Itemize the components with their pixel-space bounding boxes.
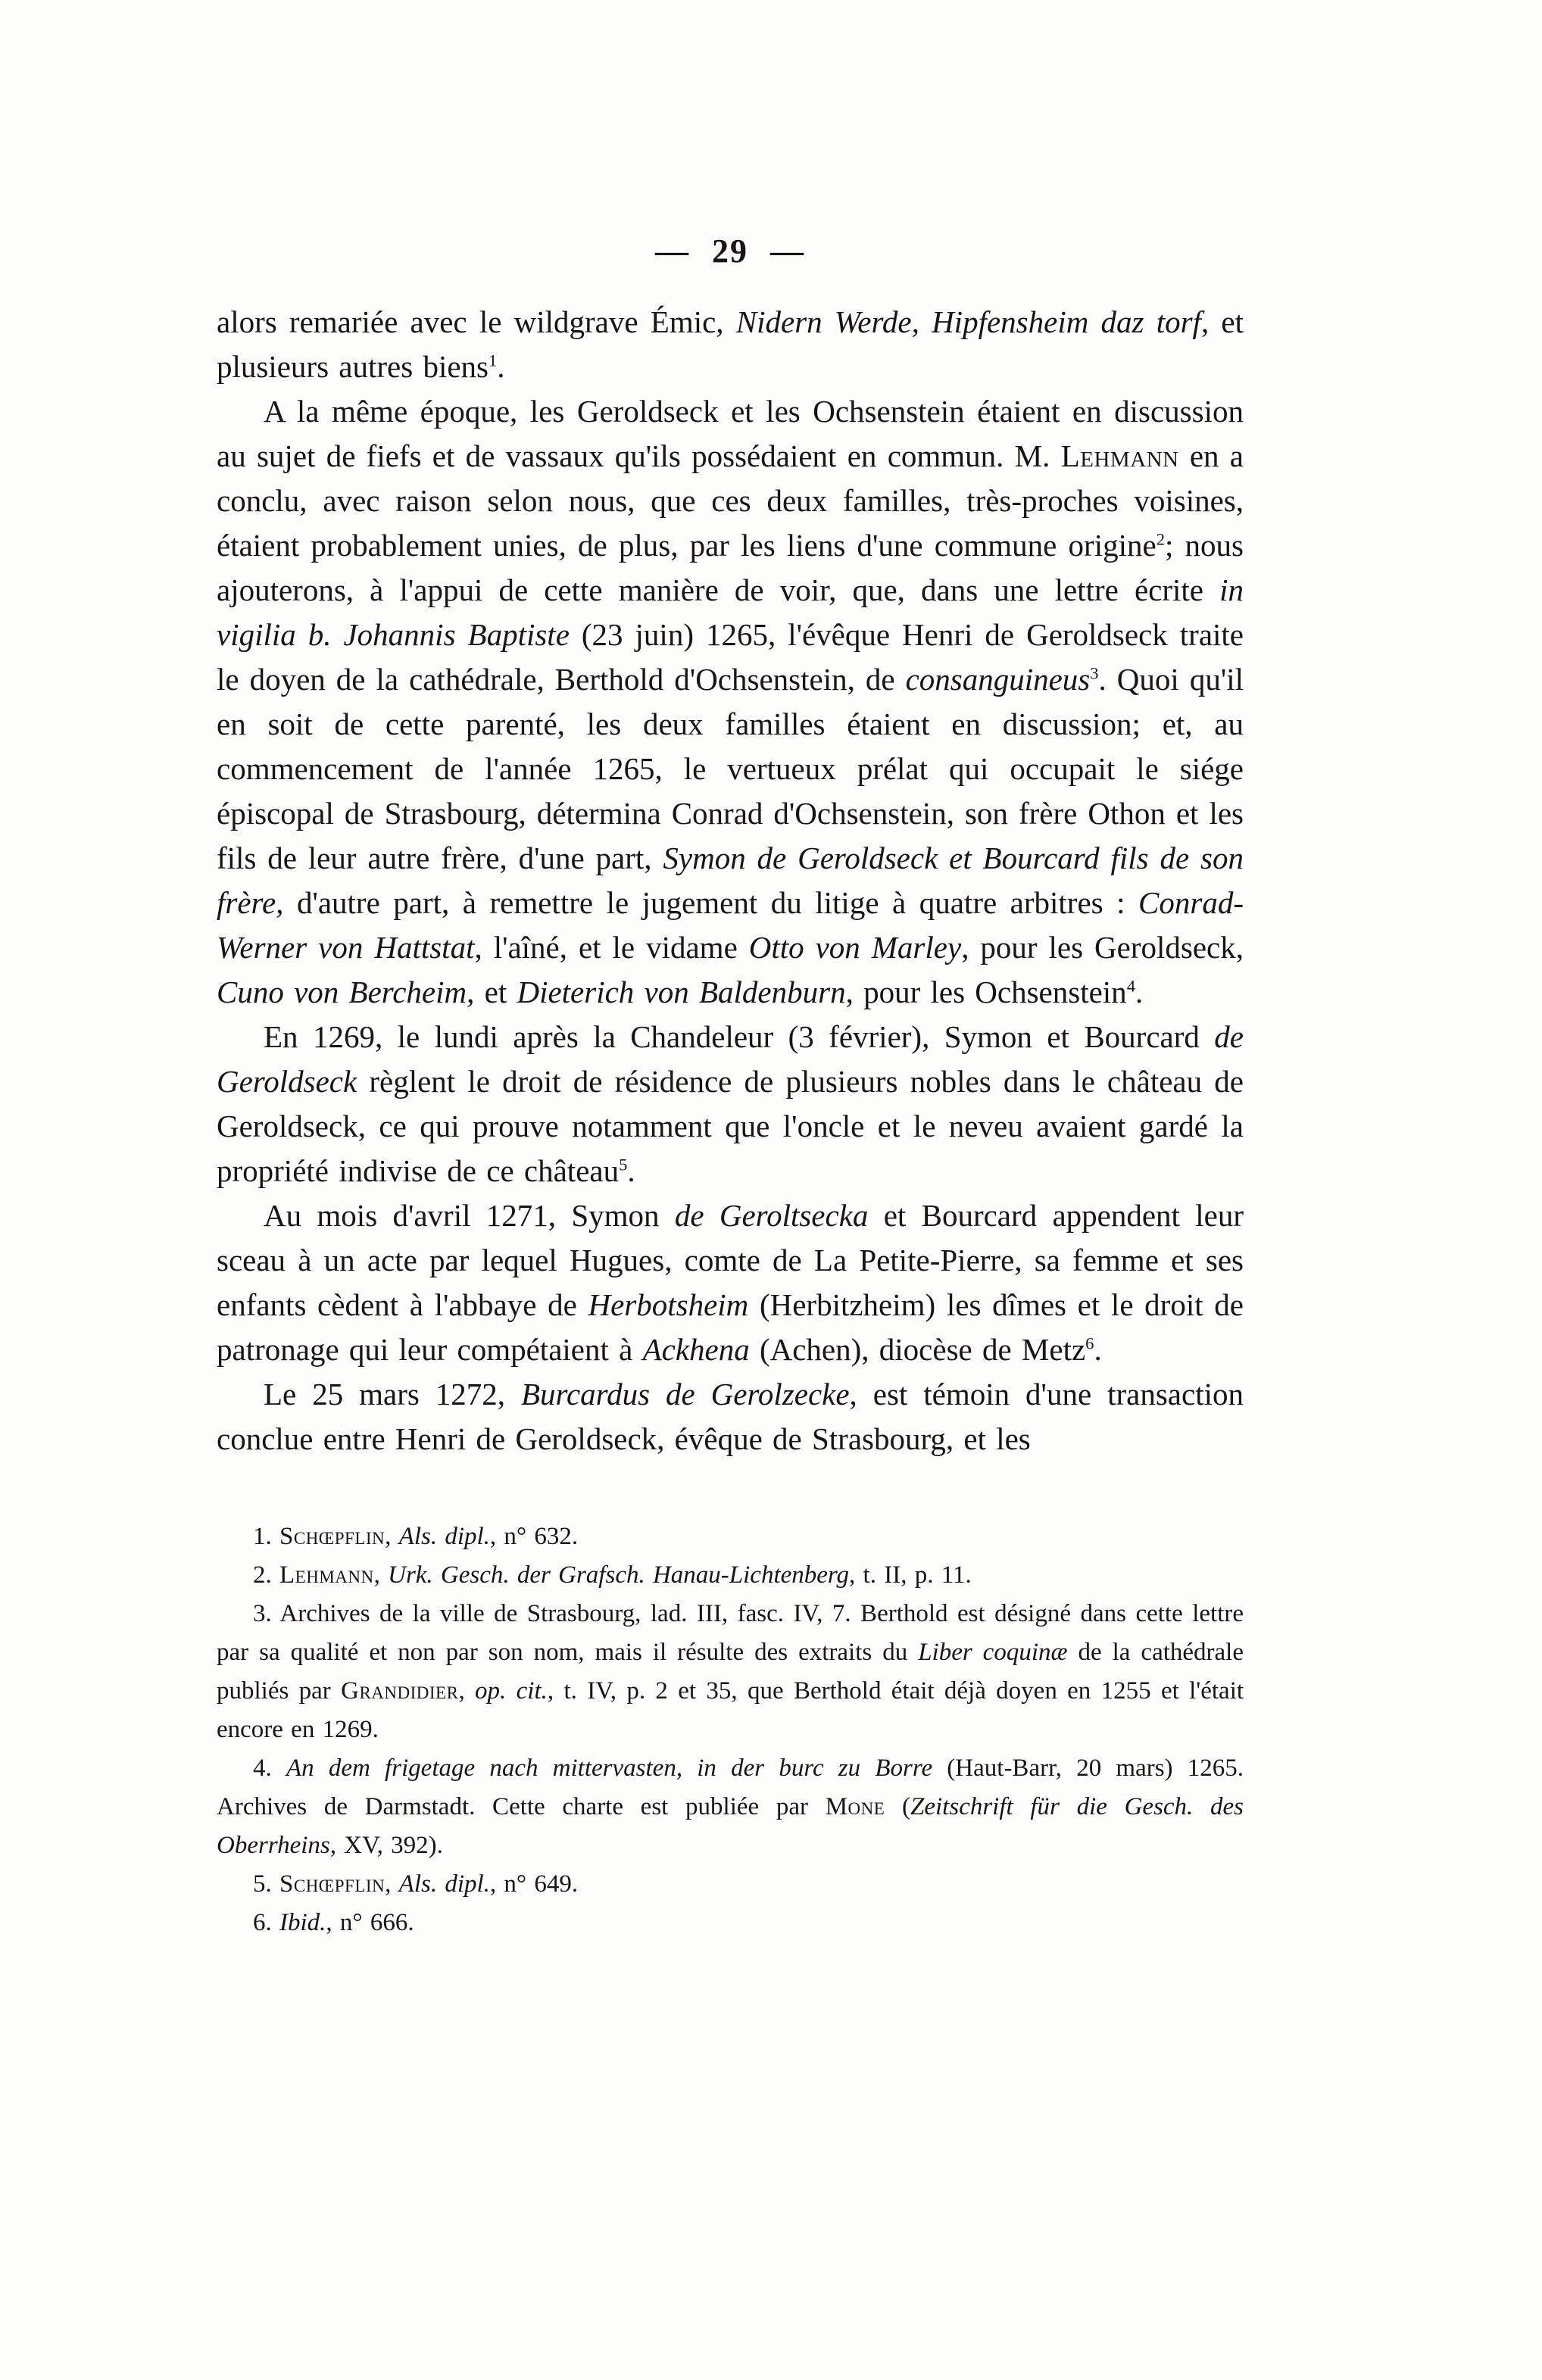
paragraph <box>217 389 1244 1015</box>
footnote-ref: 6 <box>1085 1333 1094 1353</box>
text-run: (Herbitzheim) les dîmes et le droit de patronage qui leur compétaient à <box>217 1287 1244 1367</box>
italic-text: Als. dipl. <box>398 1523 490 1550</box>
italic-text: Otto von Marley <box>748 930 962 965</box>
text-run: , <box>385 1870 399 1898</box>
footnote <box>217 1595 1244 1749</box>
text-run: , n° 666. <box>326 1909 414 1936</box>
italic-text: op. cit. <box>475 1677 548 1705</box>
smallcaps-name: Lehmann <box>1060 438 1179 473</box>
text-run: . Quoi qu'il en soit de cette parenté, les deux familles étaient en discussion; et, au commencement de l'année 1265, le vertueux prélat qui occupait le siége épiscopal de Strasbourg, détermina Conrad d'Ochsenstein, son frère Othon et les fils de leur autre frère, d'une part, <box>217 662 1244 875</box>
paragraph <box>217 1372 1244 1461</box>
footnote <box>217 1518 1244 1556</box>
text-run: , pour les Ochsenstein <box>845 975 1127 1009</box>
footnote-ref: 3 <box>1090 663 1099 683</box>
text-run: . <box>1135 975 1144 1009</box>
paragraph <box>217 300 1244 389</box>
paragraph <box>217 1193 1244 1372</box>
text-run: d'autre part, à remettre le jugement du litige à quatre arbitres : <box>283 885 1139 920</box>
italic-text: Herbotsheim <box>588 1287 749 1322</box>
text-run: 6. <box>253 1909 279 1936</box>
text-run: . <box>627 1153 635 1188</box>
text-run: 1. <box>253 1523 279 1550</box>
italic-text: Urk. Gesch. der Grafsch. Hanau-Lichtenberg <box>388 1561 850 1589</box>
text-run: Le 25 mars 1272, <box>264 1377 521 1411</box>
italic-text: consanguineus <box>905 662 1091 697</box>
text-run: , XV, 392). <box>329 1832 443 1859</box>
body-paragraphs <box>217 300 1244 1461</box>
text-run: , pour les Geroldseck, <box>961 930 1244 965</box>
text-run: ; nous ajouterons, à l'appui de cette manière de voir, que, dans une lettre écrite <box>217 528 1244 607</box>
italic-text: de Geroldseck <box>217 1019 1244 1099</box>
text-run: , et plusieurs autres biens <box>217 304 1244 384</box>
smallcaps-name: Grandidier <box>341 1677 459 1705</box>
text-run: ( <box>885 1793 911 1820</box>
text-run: alors remariée avec le wildgrave Émic, <box>217 304 736 339</box>
text-column <box>217 300 1244 1942</box>
text-run: , n° 649. <box>489 1870 579 1898</box>
footnote-ref: 2 <box>1156 529 1165 549</box>
text-run: , t. IV, p. 2 et 35, que Berthold était déjà doyen en 1255 et l'était encore en 1269. <box>217 1677 1244 1743</box>
text-run: 2. <box>253 1561 279 1589</box>
text-run: En 1269, le lundi après la Chandeleur (3 février), Symon et Bourcard <box>264 1019 1215 1054</box>
text-run: , <box>385 1523 399 1550</box>
italic-text: Conrad-Werner von Hattstat <box>217 885 1244 965</box>
italic-text: Burcardus de Gerolzecke <box>521 1377 850 1411</box>
smallcaps-name: Lehmann <box>279 1561 374 1589</box>
italic-text: Ackhena <box>642 1332 750 1367</box>
text-run: 3. Archives de la ville de Strasbourg, lad. III, fasc. IV, 7. Berthold est désigné dans cette lettre par sa qualité et non par son nom, mais il résulte des extraits du <box>217 1600 1244 1666</box>
text-run: , est témoin d'une transaction conclue entre Henri de Geroldseck, évêque de Strasbourg, et les <box>217 1377 1244 1456</box>
footnote-ref: 1 <box>488 351 498 370</box>
italic-text: de Geroltsecka <box>674 1198 869 1233</box>
text-run: . <box>497 349 505 384</box>
footnote-ref: 4 <box>1126 976 1135 996</box>
italic-text: Cuno von Bercheim <box>217 975 467 1009</box>
text-run: 5. <box>253 1870 279 1898</box>
text-run: , l'aîné, et le vidame <box>474 930 749 965</box>
italic-text: Symon de Geroldseck et Bourcard fils de son frère, <box>217 841 1244 920</box>
text-run: de la cathédrale publiés par <box>217 1639 1244 1705</box>
italic-text: Zeitschrift für die Gesch. des Oberrheins <box>217 1793 1244 1859</box>
text-run: , t. II, p. 11. <box>849 1561 972 1589</box>
italic-text: Als. dipl. <box>398 1870 490 1898</box>
text-run: Au mois d'avril 1271, Symon <box>264 1198 675 1233</box>
paragraph <box>217 1015 1244 1193</box>
italic-text: Nidern Werde, Hipfensheim daz torf <box>735 304 1201 339</box>
footnote <box>217 1749 1244 1865</box>
footnote-ref: 5 <box>619 1155 628 1174</box>
text-run: , et <box>467 975 517 1009</box>
text-run: , <box>373 1561 389 1589</box>
page-number: — 29 — <box>655 232 805 270</box>
text-run: (Achen), diocèse de Metz <box>749 1332 1086 1367</box>
text-run: 4. <box>253 1755 286 1782</box>
text-run: . <box>1094 1332 1102 1367</box>
smallcaps-name: Schœpflin <box>279 1523 386 1550</box>
text-run: règlent le droit de résidence de plusieurs nobles dans le château de Geroldseck, ce qui prouve notamment que l'oncle et le neveu avaient gardé la propriété indivise de ce château <box>217 1064 1244 1188</box>
footnote <box>217 1904 1244 1942</box>
smallcaps-name: Schœpflin <box>279 1870 386 1898</box>
italic-text: Liber coquinæ <box>918 1639 1068 1666</box>
italic-text: Dieterich von Baldenburn <box>517 975 846 1009</box>
text-run: et Bourcard appendent leur sceau à un acte par lequel Hugues, comte de La Petite-Pierre, sa femme et ses enfants cèdent à l'abbaye de <box>217 1198 1244 1322</box>
footnote <box>217 1556 1244 1595</box>
text-run: , <box>458 1677 476 1705</box>
text-run: (Haut-Barr, 20 mars) 1265. Archives de Darmstadt. Cette charte est publiée par <box>217 1755 1244 1820</box>
text-run: en a conclu, avec raison selon nous, que ces deux familles, très-proches voisines, étaient probablement unies, de plus, par les liens d'une commune origine <box>217 438 1244 563</box>
footnotes <box>217 1518 1244 1942</box>
smallcaps-name: Mone <box>825 1793 885 1820</box>
page-header <box>217 232 1244 270</box>
italic-text: An dem frigetage nach mittervasten, in der burc zu Borre <box>286 1755 933 1782</box>
footnote <box>217 1865 1244 1904</box>
italic-text: in vigilia b. Johannis Baptiste <box>217 572 1244 652</box>
text-run: , n° 632. <box>489 1523 579 1550</box>
italic-text: Ibid. <box>279 1909 326 1936</box>
text-run: (23 juin) 1265, l'évêque Henri de Geroldseck traite le doyen de la cathédrale, Berthold d'Ochsenstein, de <box>217 617 1244 697</box>
text-run: A la même époque, les Geroldseck et les Ochsenstein étaient en discussion au sujet de fiefs et de vassaux qu'ils possédaient en commun. M. <box>217 394 1244 473</box>
